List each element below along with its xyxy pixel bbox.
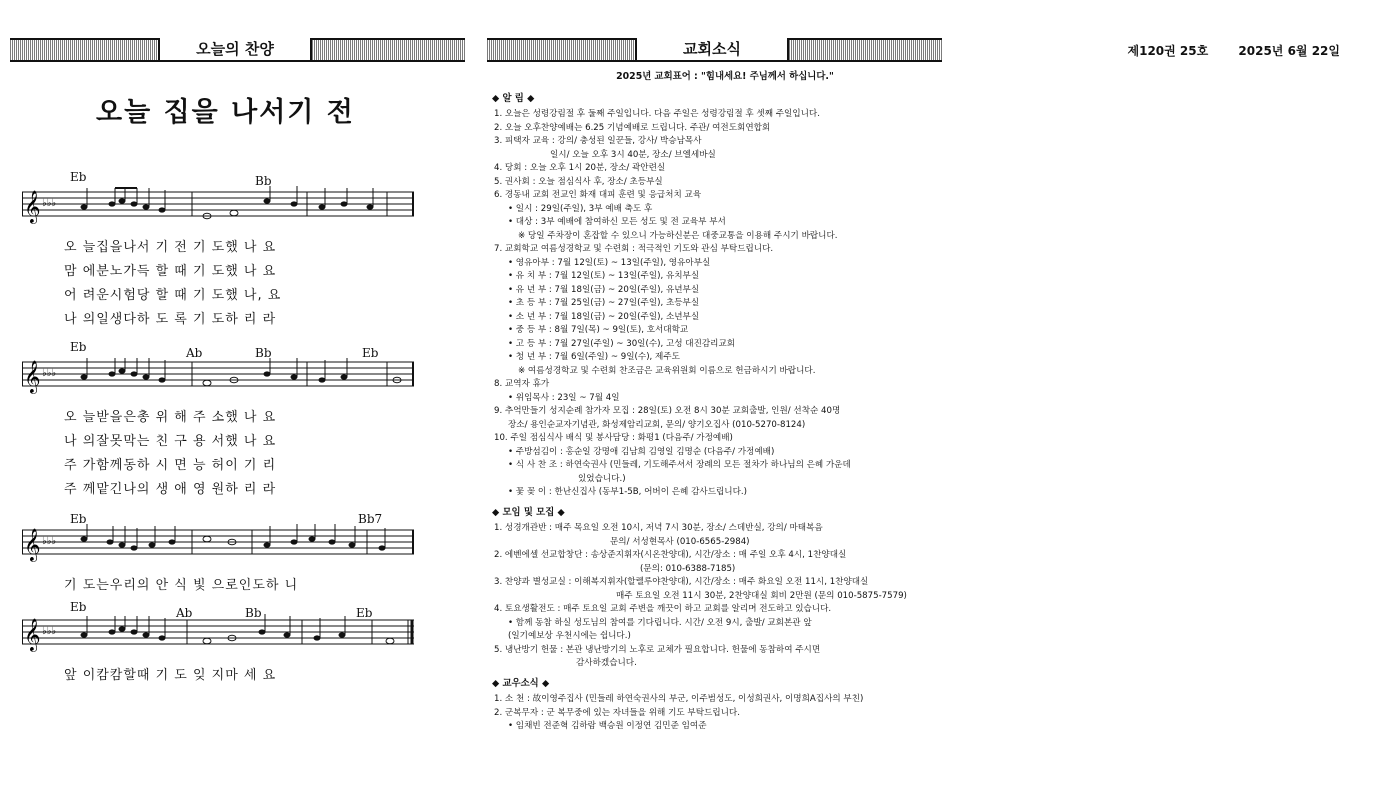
church-news-item: • 임채빈 전준혁 김하람 백승원 이정연 김민준 임여준 <box>508 721 707 731</box>
issue-date: 2025년 6월 22일 <box>1238 44 1340 58</box>
news-item: 6. 경동내 교회 전교인 화재 대피 훈련 및 응급처치 교육 <box>494 190 702 200</box>
news-item: • 일시 : 29일(주일), 3부 예배 축도 후 <box>508 203 653 214</box>
lyric-line: 주 께맡긴나의 생 애 영 원하 리 라 <box>64 482 277 497</box>
music-staff <box>22 524 414 564</box>
news-item: • 청 년 부 : 7월 6일(주일) ~ 9일(수), 제주도 <box>508 352 680 362</box>
meeting-item: 3. 찬양과 별성교실 : 이해복지휘자(할렐루야찬양대), 시간/장소 : 매주 화요일 오전 11시, 1찬양대실 <box>494 577 869 587</box>
section-header-hymn <box>10 38 465 62</box>
chord-label: Bb <box>245 606 262 620</box>
meeting-item: 4. 토요생활전도 : 매주 토요일 교회 주변을 깨끗이 하고 교회를 알리며 전도하고 있습니다. <box>494 604 832 614</box>
news-note: ※ 당일 주차장이 혼잡할 수 있으니 가능하신분은 대중교통을 이용해 주시기 바랍니다. <box>518 230 838 241</box>
news-item: • 중 등 부 : 8월 7일(목) ~ 9일(토), 호서대학교 <box>508 325 689 335</box>
church-news-heading: ◆ 교우소식 ◆ <box>492 677 550 689</box>
svg-text:𝄞: 𝄞 <box>24 190 41 223</box>
lyric-line: 나 의일생다하 도 록 기 도하 리 라 <box>64 312 277 327</box>
issue-volume: 제120권 25호 <box>1127 44 1209 58</box>
news-item: 있었습니다.) <box>578 473 626 484</box>
church-news-item: 2. 군복무자 : 군 복무중에 있는 자녀들을 위해 기도 부탁드립니다. <box>494 707 740 718</box>
music-staff <box>22 614 414 654</box>
meeting-item: 감사하겠습니다. <box>576 658 637 668</box>
meeting-item: 5. 냉난방기 헌물 : 본관 냉난방기의 노후로 교체가 필요합니다. 헌물에 동참하여 주시면 <box>494 644 821 655</box>
chord-label: Ab <box>176 606 193 620</box>
chord-label: Eb <box>356 606 373 620</box>
meeting-item: 문의/ 서성현목사 (010-6565-2984) <box>610 536 750 547</box>
lyric-line: 주 가함께동하 시 면 능 허이 기 리 <box>64 458 277 473</box>
church-news-item: 1. 소 천 : 故이영주집사 (민들레 하연숙권사의 부군, 이주범성도, 이성희권사, 이명희A집사의 부친) <box>494 694 864 704</box>
music-staff <box>22 186 414 226</box>
news-item: 1. 오늘은 성령강림절 후 둘째 주일입니다. 다음 주일은 성령강림절 후 셋째 주일입니다. <box>494 109 820 119</box>
announcements-heading: ◆ 알 림 ◆ <box>492 92 535 104</box>
section-header-news <box>487 38 942 62</box>
chord-label: Bb <box>255 346 272 360</box>
svg-text:𝄞: 𝄞 <box>24 618 41 651</box>
hymn-title: 오늘 집을 나서기 전 <box>96 97 355 128</box>
news-item: • 유 년 부 : 7월 18일(금) ~ 20일(주일), 유년부실 <box>508 284 700 295</box>
meeting-item: 1. 성경개관반 : 매주 목요일 오전 10시, 저녁 7시 30분, 장소/ 스데반실, 강의/ 마태복음 <box>494 523 823 533</box>
lyric-line: 맘 에분노가득 할 때 기 도했 나 요 <box>64 264 277 279</box>
svg-text:♭♭♭: ♭♭♭ <box>42 368 57 379</box>
lyric-line: 오 늘집을나서 기 전 기 도했 나 요 <box>64 240 277 255</box>
lyric-line: 어 려운시험당 할 때 기 도했 나, 요 <box>64 288 282 303</box>
news-item: 4. 당회 : 오늘 오후 1시 20분, 장소/ 곽안련실 <box>494 163 666 173</box>
news-item: • 식 사 찬 조 : 하연숙권사 (민들레, 기도해주셔서 장례의 모든 절차가 하나님의 은혜 가운데 <box>508 460 851 470</box>
svg-text:𝄞: 𝄞 <box>24 360 41 393</box>
chord-label: Ab <box>186 346 203 360</box>
news-item: 2. 오늘 오후찬양예배는 6.25 기념예배로 드립니다. 주관/ 여전도회연합회 <box>494 122 771 133</box>
news-item: 장소/ 용인순교자기념관, 화성제암리교회, 문의/ 양기오집사 (010-5270-8124) <box>508 419 806 430</box>
music-staff <box>22 356 414 396</box>
svg-text:♭♭♭: ♭♭♭ <box>42 626 57 637</box>
lyric-line: 기 도는우리의 안 식 빛 으로인도하 니 <box>64 578 299 593</box>
svg-text:♭♭♭: ♭♭♭ <box>42 536 57 547</box>
lyric-line: 나 의잘못막는 친 구 용 서했 나 요 <box>64 434 277 449</box>
news-item: • 유 치 부 : 7월 12일(토) ~ 13일(주일), 유치부실 <box>508 271 700 281</box>
news-item: 일시/ 오늘 오후 3시 40분, 장소/ 브엘세바실 <box>550 149 716 160</box>
news-item: • 고 등 부 : 7월 27일(주일) ~ 30일(수), 고성 대진감리교회 <box>508 338 736 349</box>
news-item: 8. 교역자 휴가 <box>494 379 550 389</box>
chord-label: Eb <box>70 170 87 184</box>
news-item: • 주방섬김이 : 홍순일 강명애 김남희 김영일 김명순 (다음주/ 가정예배) <box>508 446 775 457</box>
news-note: ※ 여름성경학교 및 수련회 찬조금은 교육위원회 이름으로 헌금하시기 바랍니다. <box>518 365 816 376</box>
news-item: 10. 주일 점심식사 배식 및 봉사담당 : 화평1 (다음주/ 가정예배) <box>494 433 733 443</box>
news-item: 3. 피택자 교육 : 강의/ 충성된 일꾼들, 강사/ 박승남목사 <box>494 136 702 146</box>
meeting-item: 2. 에벤에셀 선교합창단 : 송상준지휘자(시온찬양대), 시간/장소 : 매 주일 오후 4시, 1찬양대실 <box>494 550 847 560</box>
news-item: • 대상 : 3부 예배에 참여하신 모든 성도 및 전 교육부 부서 <box>508 217 726 227</box>
svg-text:𝄞: 𝄞 <box>24 528 41 561</box>
lyric-line: 오 늘받을은총 위 해 주 소했 나 요 <box>64 410 277 425</box>
news-item: • 소 년 부 : 7월 18일(금) ~ 20일(주일), 소년부실 <box>508 311 700 322</box>
news-item: • 꽃 꽂 이 : 한난신집사 (동부1-5B, 어버이 은혜 감사드립니다.) <box>508 487 747 497</box>
chord-label: Eb <box>362 346 379 360</box>
chord-label: Eb <box>70 512 87 526</box>
chord-label: Bb <box>255 174 272 188</box>
meeting-item: 매주 토요일 오전 11시 30분, 2찬양대실 회비 2만원 (문의 010-5875-7579) <box>616 590 907 601</box>
news-item: • 위임목사 : 23일 ~ 7월 4일 <box>508 392 620 403</box>
chord-label: Eb <box>70 340 87 354</box>
chord-label: Bb7 <box>358 512 383 526</box>
news-item: • 영유아부 : 7월 12일(토) ~ 13일(주일), 영유아부실 <box>508 257 711 268</box>
lyric-line: 앞 이캄캄할때 기 도 잊 지마 세 요 <box>64 668 277 683</box>
section-title: 교회소식 <box>635 38 789 60</box>
news-item: 7. 교회학교 여름성경학교 및 수련회 : 적극적인 기도와 관심 부탁드립니다. <box>494 244 774 254</box>
meeting-item: (문의: 010-6388-7185) <box>640 563 736 574</box>
news-section <box>490 70 960 734</box>
section-title: 오늘의 찬양 <box>158 38 312 60</box>
news-item: • 초 등 부 : 7월 25일(금) ~ 27일(주일), 초등부실 <box>508 298 700 308</box>
chord-label: Eb <box>70 600 87 614</box>
news-item: 9. 추억만들기 성지순례 참가자 모집 : 28일(토) 오전 8시 30분 교회출발, 인원/ 선착순 40명 <box>494 406 841 416</box>
svg-text:♭♭♭: ♭♭♭ <box>42 198 57 209</box>
news-item: 5. 권사회 : 오늘 점심식사 후, 장소/ 초등부실 <box>494 176 663 187</box>
meetings-heading: ◆ 모임 및 모집 ◆ <box>492 506 565 518</box>
meeting-item: • 함께 동참 하실 성도님의 참여를 기다립니다. 시간/ 오전 9시, 출발/ 교회본관 앞 <box>508 617 812 628</box>
issue-info <box>1102 42 1340 59</box>
church-motto: 2025년 교회표어 : "힘내세요! 주님께서 하십니다." <box>616 71 834 82</box>
meeting-item: (일기예보상 우천시에는 쉽니다.) <box>508 631 631 641</box>
